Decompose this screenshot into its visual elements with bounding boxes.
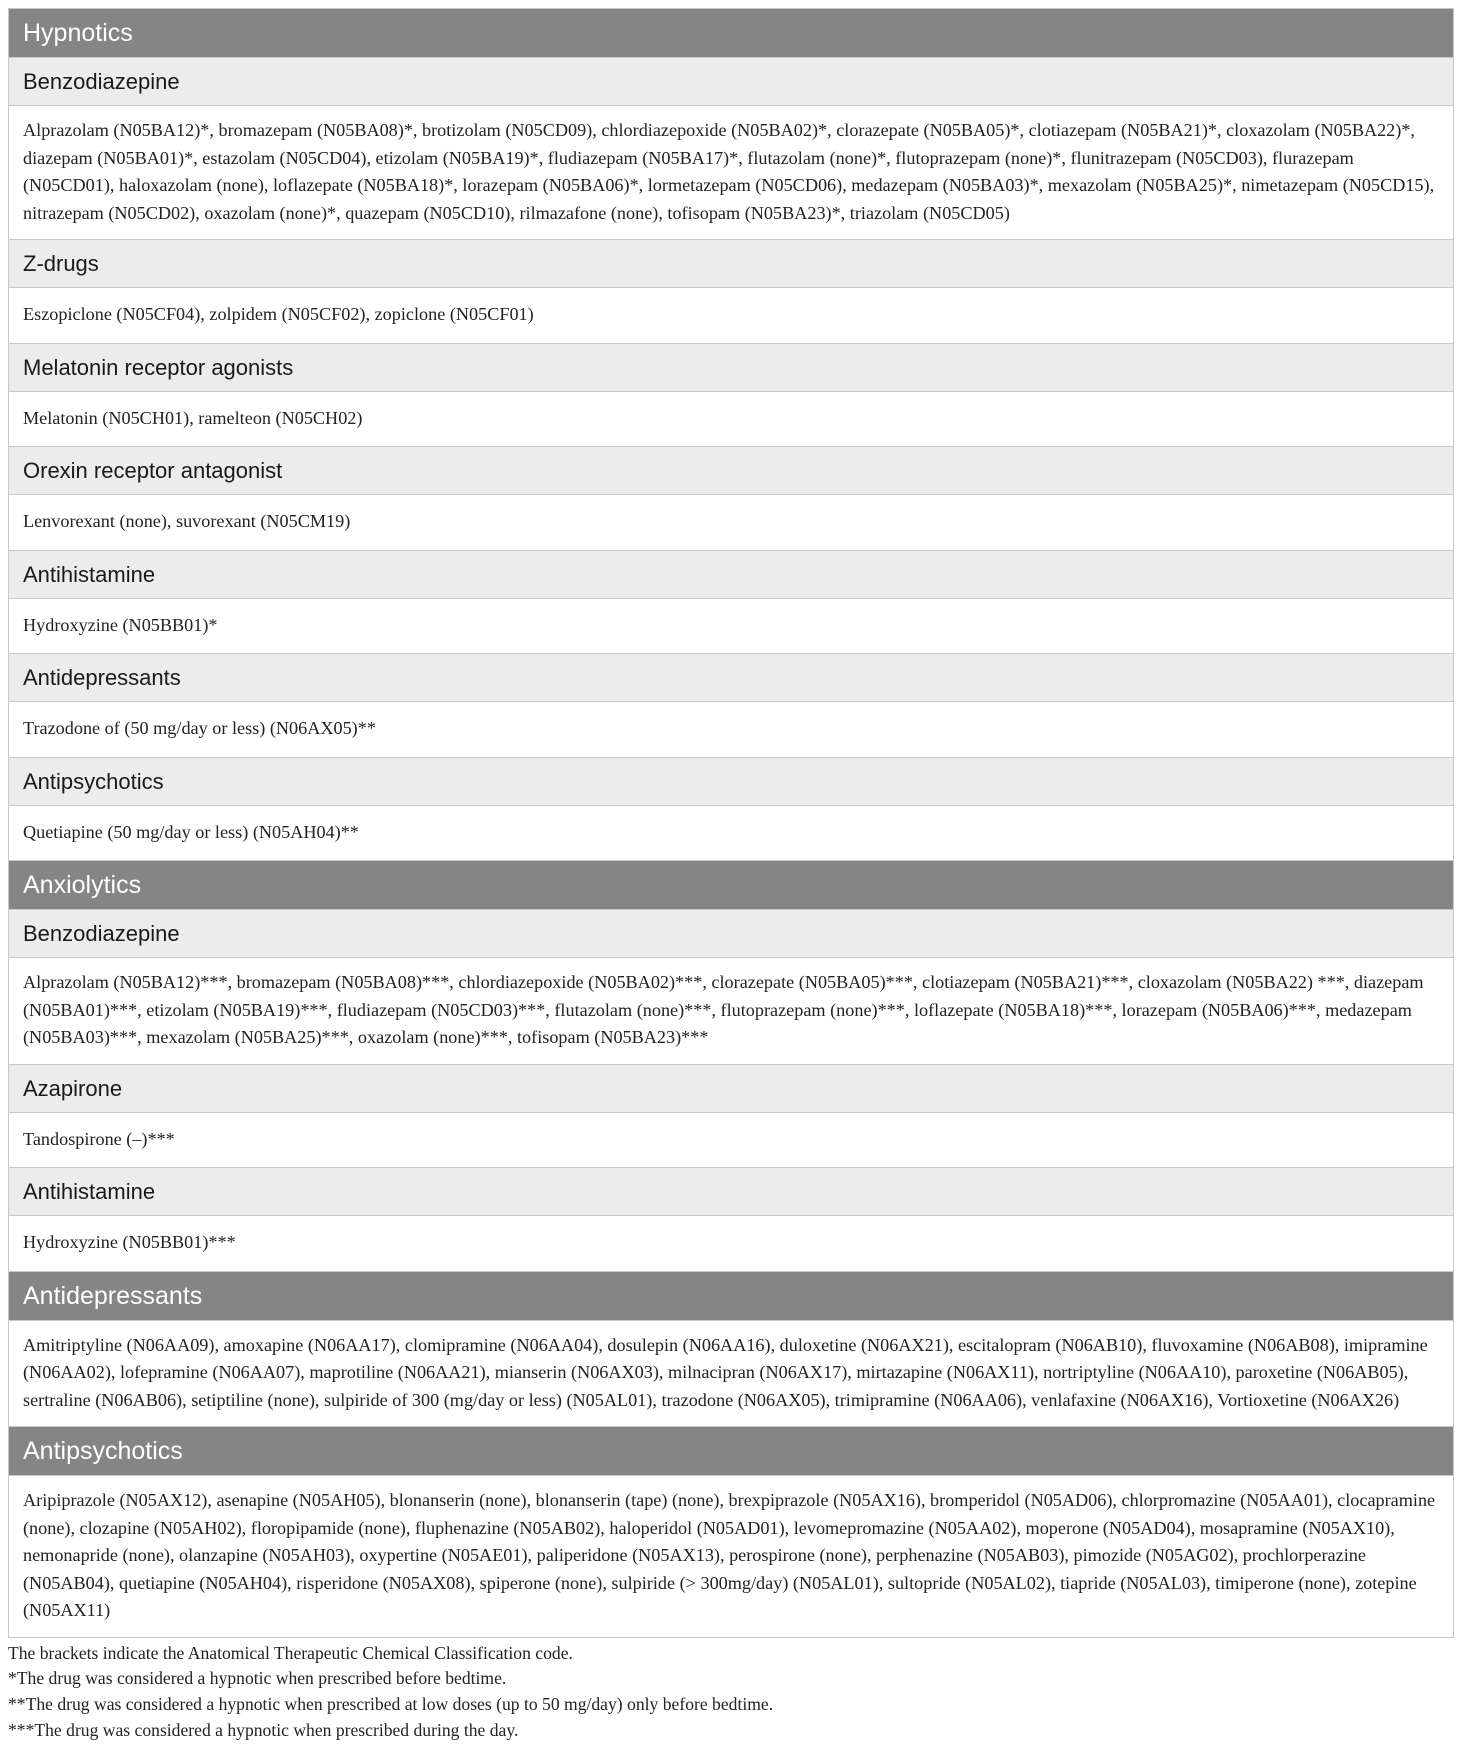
- footnote-double-asterisk: **The drug was considered a hypnotic when prescribed at low doses (up to 50 mg/day) only before bedtime.: [8, 1694, 774, 1715]
- subcategory-label: Melatonin receptor agonists: [9, 343, 1454, 391]
- subcategory-label: Antihistamine: [9, 1168, 1454, 1216]
- drug-list-row: [9, 805, 1454, 861]
- drug-list-row: [9, 288, 1454, 344]
- drug-classification-table-container: [8, 8, 1454, 1744]
- subcategory-label: Benzodiazepine: [9, 58, 1454, 106]
- subcategory-header-row: [9, 1064, 1454, 1112]
- drug-list-text: Trazodone of (50 mg/day or less) (N06AX05)**: [9, 702, 1454, 758]
- subcategory-header-row: [9, 654, 1454, 702]
- category-header-row: [9, 9, 1454, 58]
- drug-list-text: Eszopiclone (N05CF04), zolpidem (N05CF02), zopiclone (N05CF01): [9, 288, 1454, 344]
- footnote-triple-asterisk: ***The drug was considered a hypnotic when prescribed during the day.: [8, 1719, 519, 1740]
- drug-list-row: [9, 495, 1454, 551]
- drug-list-text: Alprazolam (N05BA12)***, bromazepam (N05BA08)***, chlordiazepoxide (N05BA02)***, clorazepate (N05BA05)***, clotiazepam (N05BA21)***, cloxazolam (N05BA22) ***, diazepam (N05BA01)***, etizolam (N05BA19)***, fludiazepam (N05CD03)***, flutazolam (none)***, flutoprazepam (none)***, loflazepate (N05BA18)***, lorazepam (N05BA06)***, medazepam (N05BA03)***, mexazolam (N05BA25)***, oxazolam (none)***, tofisopam (N05BA23)***: [9, 958, 1454, 1065]
- drug-list-text: Alprazolam (N05BA12)*, bromazepam (N05BA08)*, brotizolam (N05CD09), chlordiazepoxide (N05BA02)*, clorazepate (N05BA05)*, clotiazepam (N05BA21)*, cloxazolam (N05BA22)*, diazepam (N05BA01)*, estazolam (N05CD04), etizolam (N05BA19)*, fludiazepam (N05BA17)*, flutazolam (none)*, flutoprazepam (none)*, flunitrazepam (N05CD03), flurazepam (N05CD01), haloxazolam (none), loflazepate (N05BA18)*, lorazepam (N05BA06)*, lormetazepam (N05CD06), medazepam (N05BA03)*, mexazolam (N05BA25)*, nimetazepam (N05CD15), nitrazepam (N05CD02), oxazolam (none)*, quazepam (N05CD10), rilmazafone (none), tofisopam (N05BA23)*, triazolam (N05CD05): [9, 106, 1454, 240]
- drug-list-text: Hydroxyzine (N05BB01)*: [9, 598, 1454, 654]
- drug-list-row: [9, 1320, 1454, 1427]
- drug-list-row: [9, 1216, 1454, 1272]
- drug-list-row: [9, 702, 1454, 758]
- footnote-atc-code: The brackets indicate the Anatomical Therapeutic Chemical Classification code.: [8, 1642, 573, 1663]
- drug-list-row: [9, 1476, 1454, 1638]
- subcategory-header-row: [9, 58, 1454, 106]
- subcategory-label: Antihistamine: [9, 550, 1454, 598]
- drug-list-row: [9, 1112, 1454, 1168]
- footnote-single-asterisk: *The drug was considered a hypnotic when prescribed before bedtime.: [8, 1668, 507, 1689]
- subcategory-label: Z-drugs: [9, 240, 1454, 288]
- subcategory-header-row: [9, 343, 1454, 391]
- subcategory-header-row: [9, 240, 1454, 288]
- drug-list-text: Tandospirone (–)***: [9, 1112, 1454, 1168]
- category-header-row: [9, 1271, 1454, 1320]
- subcategory-label: Benzodiazepine: [9, 910, 1454, 958]
- table-footnotes: [8, 1641, 1454, 1744]
- subcategory-label: Azapirone: [9, 1064, 1454, 1112]
- drug-list-text: Amitriptyline (N06AA09), amoxapine (N06AA17), clomipramine (N06AA04), dosulepin (N06AA16), duloxetine (N06AX21), escitalopram (N06AB10), fluvoxamine (N06AB08), imipramine (N06AA02), lofepramine (N06AA07), maprotiline (N06AA21), mianserin (N06AX03), milnacipran (N06AX17), mirtazapine (N06AX11), nortriptyline (N06AA10), paroxetine (N06AB05), sertraline (N06AB06), setiptiline (none), sulpiride of 300 (mg/day or less) (N05AL01), trazodone (N06AX05), trimipramine (N06AA06), venlafaxine (N06AX16), Vortioxetine (N06AX26): [9, 1320, 1454, 1427]
- table-body: [9, 9, 1454, 1638]
- drug-classification-table: [8, 8, 1454, 1638]
- drug-list-text: Lenvorexant (none), suvorexant (N05CM19): [9, 495, 1454, 551]
- subcategory-header-row: [9, 447, 1454, 495]
- drug-list-text: Quetiapine (50 mg/day or less) (N05AH04)**: [9, 805, 1454, 861]
- drug-list-row: [9, 958, 1454, 1065]
- category-header-row: [9, 861, 1454, 910]
- subcategory-label: Orexin receptor antagonist: [9, 447, 1454, 495]
- subcategory-label: Antipsychotics: [9, 757, 1454, 805]
- category-label: Hypnotics: [9, 9, 1454, 58]
- subcategory-header-row: [9, 1168, 1454, 1216]
- subcategory-header-row: [9, 550, 1454, 598]
- drug-list-text: Melatonin (N05CH01), ramelteon (N05CH02): [9, 391, 1454, 447]
- drug-list-row: [9, 106, 1454, 240]
- category-label: Anxiolytics: [9, 861, 1454, 910]
- category-label: Antipsychotics: [9, 1427, 1454, 1476]
- drug-list-text: Aripiprazole (N05AX12), asenapine (N05AH05), blonanserin (none), blonanserin (tape) (none), brexpiprazole (N05AX16), bromperidol (N05AD06), chlorpromazine (N05AA01), clocapramine (none), clozapine (N05AH02), floropipamide (none), fluphenazine (N05AB02), haloperidol (N05AD01), levomepromazine (N05AA02), moperone (N05AD04), mosapramine (N05AX10), nemonapride (none), olanzapine (N05AH03), oxypertine (N05AE01), paliperidone (N05AX13), perospirone (none), perphenazine (N05AB03), pimozide (N05AG02), prochlorperazine (N05AB04), quetiapine (N05AH04), risperidone (N05AX08), spiperone (none), sulpiride (> 300mg/day) (N05AL01), sultopride (N05AL02), tiapride (N05AL03), timiperone (none), zotepine (N05AX11): [9, 1476, 1454, 1638]
- category-label: Antidepressants: [9, 1271, 1454, 1320]
- drug-list-row: [9, 598, 1454, 654]
- category-header-row: [9, 1427, 1454, 1476]
- subcategory-label: Antidepressants: [9, 654, 1454, 702]
- subcategory-header-row: [9, 757, 1454, 805]
- drug-list-row: [9, 391, 1454, 447]
- subcategory-header-row: [9, 910, 1454, 958]
- drug-list-text: Hydroxyzine (N05BB01)***: [9, 1216, 1454, 1272]
